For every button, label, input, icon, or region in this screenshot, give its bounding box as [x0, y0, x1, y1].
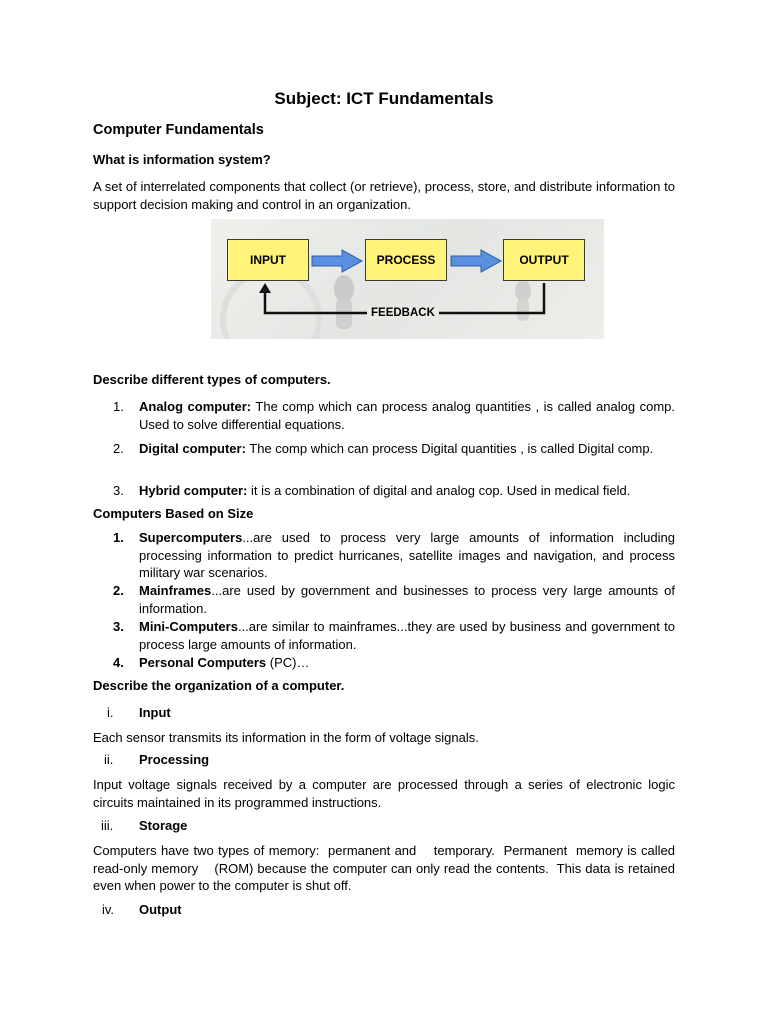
section-heading-size: Computers Based on Size: [93, 506, 254, 521]
list-number: 4.: [113, 655, 124, 670]
list-term: Mainframes: [139, 583, 212, 598]
subheading-input: Input: [139, 705, 171, 720]
subheading-storage: Storage: [139, 818, 188, 833]
input-description: Each sensor transmits its information in the form of voltage signals.: [93, 730, 479, 745]
list-term: Personal Computers: [139, 655, 267, 670]
list-text: The comp which can process Digital quantities , is called Digital comp.: [245, 441, 654, 456]
subheading-processing: Processing: [139, 752, 210, 767]
question-heading-organization: Describe the organization of a computer.: [93, 678, 345, 693]
list-term: Mini-Computers: [139, 619, 238, 634]
globe-decoration-icon: [223, 271, 319, 339]
list-text: (PC)…: [266, 655, 310, 670]
info-system-definition: A set of interrelated components that collect (or retrieve), process, store, and distribute information to support decision making and control in an organization.: [93, 179, 675, 212]
roman-number: iii.: [101, 818, 114, 833]
page-title: Subject: ICT Fundamentals: [274, 89, 494, 108]
processing-description: Input voltage signals received by a computer are processed through a series of electronic logic circuits maintained in its programmed instructions.: [93, 777, 675, 810]
list-term: Analog computer:: [139, 399, 252, 414]
list-text: The comp which can process analog quantities , is called analog comp. Used to solve differential equations.: [139, 399, 675, 432]
section-heading: Computer Fundamentals: [93, 122, 264, 138]
list-text: ...are used to process very large amounts of information including processing information to predict hurricanes, satellite images and navigation, and process military war scenarios.: [139, 530, 675, 580]
diagram-box-output: OUTPUT: [503, 239, 585, 281]
subheading-output: Output: [139, 902, 182, 917]
silhouette-figure-icon: [515, 280, 531, 302]
storage-description: Computers have two types of memory: permanent and temporary. Permanent memory is called read-only memory (ROM) because the computer can only read the contents. This data is retained even when power to the computer is shut off.: [93, 843, 679, 893]
list-term: Digital computer:: [139, 441, 246, 456]
list-number: 1.: [113, 399, 124, 414]
diagram-box-process: PROCESS: [365, 239, 447, 281]
list-number: 3.: [113, 619, 124, 634]
list-number: 1.: [113, 530, 124, 545]
list-term: Hybrid computer:: [139, 483, 248, 498]
arrow-up-icon: [259, 283, 271, 293]
silhouette-figure-icon: [517, 299, 529, 321]
arrow-right-icon: [451, 250, 501, 272]
list-text: it is a combination of digital and analog cop. Used in medical field.: [247, 483, 631, 498]
diagram-box-input: INPUT: [227, 239, 309, 281]
silhouette-figure-icon: [334, 275, 354, 303]
question-heading-types: Describe different types of computers.: [93, 372, 331, 387]
list-number: 2.: [113, 583, 124, 598]
list-number: 3.: [113, 483, 124, 498]
list-term: Supercomputers: [139, 530, 243, 545]
roman-number: iv.: [102, 902, 115, 917]
arrow-right-icon: [312, 250, 362, 272]
list-text: ...are used by government and businesses to process very large amounts of information.: [139, 583, 675, 616]
roman-number: ii.: [104, 752, 114, 767]
question-heading-info-system: What is information system?: [93, 152, 271, 167]
diagram-feedback-label: FEEDBACK: [367, 307, 439, 319]
information-system-diagram: [211, 219, 604, 339]
list-text: ...are similar to mainframes...they are used by business and government to process large amounts of information.: [139, 619, 675, 652]
list-number: 2.: [113, 441, 124, 456]
roman-number: i.: [107, 705, 114, 720]
